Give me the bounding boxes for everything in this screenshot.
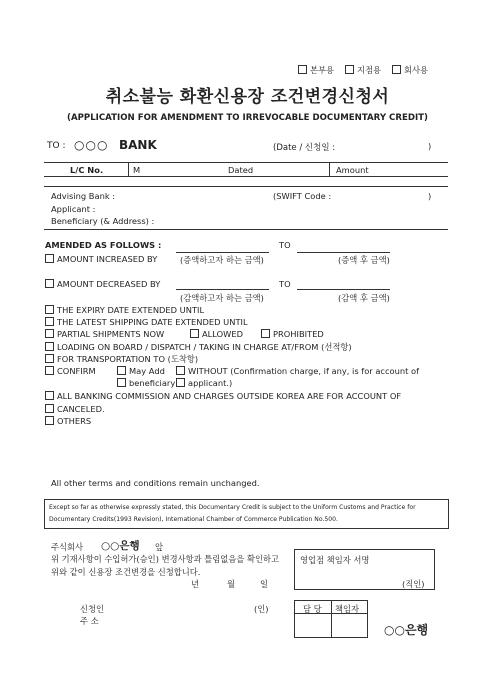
allowed-option[interactable] bbox=[190, 329, 243, 339]
ucp-note-line2: Documentary Credits(1993 Revision), International Chamber of Commerce Publication No.500. bbox=[49, 516, 338, 523]
beneficiary-label: Beneficiary (& Address) : bbox=[51, 216, 155, 226]
allowed-label: ALLOWED bbox=[202, 329, 243, 339]
ucp-note-line1: Except so far as otherwise expressly stated, this Documentary Credit is subject to the Uniform Customs and Practice for bbox=[49, 504, 416, 511]
addressee-bank: ○○은행 bbox=[101, 540, 140, 552]
applicant-account-label: applicant.) bbox=[188, 378, 233, 388]
checkbox-icon[interactable] bbox=[176, 366, 185, 375]
beneficiary-account-option[interactable] bbox=[117, 378, 175, 388]
beneficiary-account-label: beneficiary bbox=[129, 378, 176, 388]
checkbox-icon[interactable] bbox=[45, 404, 54, 413]
to-label: TO bbox=[279, 279, 291, 289]
applicant-account-option[interactable] bbox=[176, 378, 232, 388]
date-close: ) bbox=[428, 141, 432, 151]
to-label: TO : bbox=[47, 141, 66, 151]
title-english: (APPLICATION FOR AMENDMENT TO IRREVOCABLE DOCUMENTARY CREDIT) bbox=[67, 113, 428, 123]
amount-line bbox=[176, 289, 269, 290]
checkbox-icon[interactable] bbox=[345, 65, 354, 74]
manager-label: 책임자 bbox=[335, 604, 360, 614]
amount-line bbox=[297, 289, 390, 290]
checkbox-icon[interactable] bbox=[45, 317, 54, 326]
amount-line bbox=[297, 252, 390, 253]
manager-signature-label: 영업점 책임자 서명 bbox=[300, 555, 370, 565]
applicant-sign-label: 신청인 bbox=[80, 604, 105, 614]
amended-heading: AMENDED AS FOLLOWS : bbox=[45, 240, 162, 250]
amount-decreased-label: AMOUNT DECREASED BY bbox=[57, 279, 161, 289]
others-option[interactable] bbox=[45, 416, 91, 426]
decrease-before-hint: (감액하고자 하는 금액) bbox=[180, 293, 264, 303]
canceled-label: CANCELED. bbox=[57, 404, 105, 414]
advising-bank-label: Advising Bank : bbox=[51, 191, 116, 201]
amount-label: Amount bbox=[336, 165, 369, 175]
partial-shipments-option[interactable] bbox=[45, 329, 164, 339]
checkbox-icon[interactable] bbox=[45, 305, 54, 314]
prohibited-option[interactable] bbox=[261, 329, 324, 339]
lc-m-label: M bbox=[133, 165, 141, 175]
increase-before-hint: (증액하고자 하는 금액) bbox=[180, 255, 264, 265]
amount-increased-option[interactable] bbox=[45, 254, 157, 264]
statement-line2: 위와 같이 신용장 조건변경을 신청합니다. bbox=[51, 567, 201, 577]
checkbox-icon[interactable] bbox=[45, 254, 54, 263]
checkbox-icon[interactable] bbox=[117, 378, 126, 387]
checkbox-icon[interactable] bbox=[45, 329, 54, 338]
loading-option[interactable] bbox=[45, 341, 352, 353]
unchanged-note: All other terms and conditions remain unchanged. bbox=[51, 478, 260, 488]
checkbox-icon[interactable] bbox=[45, 279, 54, 288]
shipping-label: THE LATEST SHIPPING DATE EXTENDED UNTIL bbox=[57, 317, 248, 327]
divider bbox=[329, 162, 330, 176]
copy-main-label: 본부용 bbox=[310, 65, 335, 75]
checkbox-icon[interactable] bbox=[298, 65, 307, 74]
confirm-label: CONFIRM bbox=[57, 366, 96, 376]
divider bbox=[44, 186, 448, 187]
amount-line bbox=[176, 252, 269, 253]
loading-label: LOADING ON BOARD / DISPATCH / TAKING IN CHARGE AT/FROM (선적항) bbox=[57, 342, 352, 352]
may-add-option[interactable] bbox=[117, 366, 165, 376]
transportation-option[interactable] bbox=[45, 353, 198, 365]
bank-placeholder: ○○○ bbox=[74, 138, 109, 152]
date-label: (Date / 신청일 : bbox=[273, 143, 336, 153]
divider bbox=[44, 229, 448, 230]
copy-customer-checkbox[interactable] bbox=[392, 64, 428, 76]
checkbox-icon[interactable] bbox=[45, 391, 54, 400]
amount-increased-label: AMOUNT INCREASED BY bbox=[57, 254, 158, 264]
checkbox-icon[interactable] bbox=[261, 329, 270, 338]
staff-label: 담 당 bbox=[303, 604, 322, 614]
copy-branch-checkbox[interactable] bbox=[345, 64, 381, 76]
prohibited-label: PROHIBITED bbox=[273, 329, 324, 339]
manager-signature-box[interactable] bbox=[294, 549, 435, 590]
month-label: 월 bbox=[227, 579, 236, 589]
partial-shipments-label: PARTIAL SHIPMENTS NOW bbox=[57, 329, 165, 339]
may-add-label: May Add bbox=[129, 366, 165, 376]
checkbox-icon[interactable] bbox=[117, 366, 126, 375]
checkbox-icon[interactable] bbox=[45, 342, 54, 351]
lc-no-label: L/C No. bbox=[70, 165, 104, 175]
swift-code-label: (SWIFT Code : bbox=[273, 191, 332, 201]
addressee-suffix: 앞 bbox=[155, 542, 164, 552]
checkbox-icon[interactable] bbox=[176, 378, 185, 387]
copy-customer-label: 회사용 bbox=[404, 65, 429, 75]
to-label: TO bbox=[279, 240, 291, 250]
others-label: OTHERS bbox=[57, 416, 92, 426]
company-prefix: 주식회사 bbox=[51, 542, 84, 552]
address-label: 주 소 bbox=[80, 616, 99, 626]
divider bbox=[44, 162, 448, 163]
divider bbox=[128, 162, 129, 176]
increase-after-hint: (증액 후 금액) bbox=[338, 255, 390, 265]
day-label: 일 bbox=[260, 579, 269, 589]
without-option[interactable] bbox=[176, 366, 419, 376]
checkbox-icon[interactable] bbox=[45, 416, 54, 425]
stamp-bank-name: ○○은행 bbox=[384, 623, 429, 637]
charges-label: ALL BANKING COMMISSION AND CHARGES OUTSIDE KOREA ARE FOR ACCOUNT OF bbox=[57, 391, 402, 401]
applicant-label: Applicant : bbox=[51, 204, 96, 214]
stamp-box bbox=[294, 600, 368, 638]
seal-label: (인) bbox=[254, 604, 269, 614]
statement-line1: 위 기재사항이 수입허가(승인) 변경사항과 틀림없음을 확인하고 bbox=[51, 554, 280, 564]
bank-word: BANK bbox=[119, 138, 157, 152]
official-seal-label: (직인) bbox=[402, 579, 425, 589]
ucp-note-box bbox=[44, 499, 449, 529]
confirm-option[interactable] bbox=[45, 366, 96, 376]
divider bbox=[44, 176, 448, 177]
expiry-label: THE EXPIRY DATE EXTENDED UNTIL bbox=[57, 305, 205, 315]
checkbox-icon[interactable] bbox=[190, 329, 199, 338]
shipping-option[interactable] bbox=[45, 317, 248, 327]
transportation-label: FOR TRANSPORTATION TO (도착항) bbox=[57, 354, 199, 364]
amount-decreased-option[interactable] bbox=[45, 279, 160, 289]
swift-close: ) bbox=[428, 191, 432, 201]
divider bbox=[331, 601, 332, 637]
decrease-after-hint: (감액 후 금액) bbox=[338, 293, 390, 303]
checkbox-icon[interactable] bbox=[45, 354, 54, 363]
title-korean: 취소불능 화환신용장 조건변경신청서 bbox=[105, 87, 390, 107]
without-label: WITHOUT (Confirmation charge, if any, is for account of bbox=[188, 366, 420, 376]
charges-option[interactable] bbox=[45, 391, 401, 401]
expiry-option[interactable] bbox=[45, 305, 204, 315]
checkbox-icon[interactable] bbox=[392, 65, 401, 74]
year-label: 년 bbox=[191, 579, 200, 589]
checkbox-icon[interactable] bbox=[45, 366, 54, 375]
canceled-option[interactable] bbox=[45, 404, 105, 414]
dated-label: Dated bbox=[228, 165, 254, 175]
copy-main-checkbox[interactable] bbox=[298, 64, 334, 76]
copy-branch-label: 지점용 bbox=[357, 65, 382, 75]
